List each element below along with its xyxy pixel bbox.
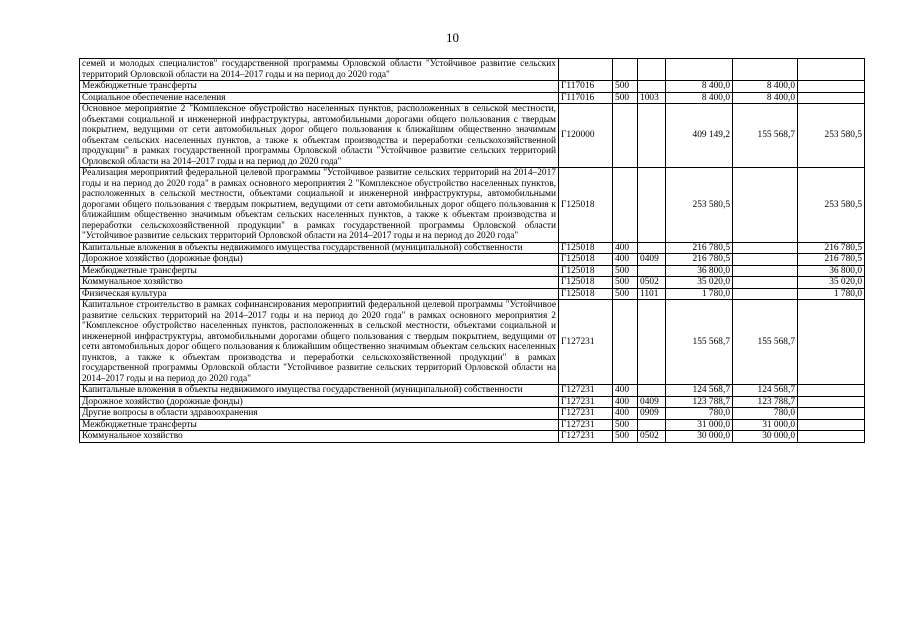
row-name-cell: Межбюджетные трансферты [80,265,559,277]
table-row [80,431,865,443]
row-col1-cell: 780,0 [733,408,798,420]
row-rz-cell [638,419,666,431]
row-col1-cell: 8 400,0 [733,81,798,93]
row-total-cell: 253 580,5 [666,168,733,243]
row-col2-cell [798,59,865,81]
row-col2-cell [798,385,865,397]
row-total-cell: 8 400,0 [666,92,733,104]
row-col2-cell: 1 780,0 [798,288,865,300]
row-code-cell: Г127231 [559,408,613,420]
row-vr-cell: 400 [613,254,638,266]
row-rz-cell: 0409 [638,396,666,408]
row-col2-cell [798,408,865,420]
row-name-cell: Межбюджетные трансферты [80,419,559,431]
row-name-cell: Реализация мероприятий федеральной целевой программы "Устойчивое развитие сельских территорий на 2014–2017 годы и на период до 2020 года" в рамках основного мероприятия 2 "Комплексное обустройство населенных пунктов, расположенных в сельской местности, объектами социальной и инженерной инфраструктуры, автомобильными дорогами общего пользования с твердым покрытием, ведущими от сети автомобильных дорог общего пользования к ближайшим общественно значимым объектам сельских населенных пунктов, а также к объектам производства и переработки сельскохозяйственной продукции" в рамках государственной программы Орловской области "Устойчивое развитие сельских территорий Орловской области на 2014–2017 годы и на период до 2020 года" [80,168,559,243]
row-total-cell: 30 000,0 [666,431,733,443]
row-vr-cell: 400 [613,242,638,254]
row-rz-cell [638,385,666,397]
row-total-cell: 8 400,0 [666,81,733,93]
row-rz-cell [638,300,666,385]
row-col2-cell [798,81,865,93]
row-col2-cell: 253 580,5 [798,168,865,243]
row-name-cell: Дорожное хозяйство (дорожные фонды) [80,254,559,266]
row-name-cell: Физическая культура [80,288,559,300]
row-col1-cell: 8 400,0 [733,92,798,104]
row-col2-cell [798,431,865,443]
row-col1-cell [733,288,798,300]
row-name-cell: Основное мероприятие 2 "Комплексное обустройство населенных пунктов, расположенных в сельской местности, объектами социальной и инженерной инфраструктуры, автомобильными дорогами общего пользования с твердым покрытием, ведущими от сети автомобильных дорог общего пользования к ближайшим общественно значимым объектам сельских населенных пунктов, а также к объектам производства и переработки сельскохозяйственной продукции" в рамках государственной программы Орловской области "Устойчивое развитие сельских территорий Орловской области на 2014–2017 годы и на период до 2020 года" [80,104,559,168]
row-vr-cell [613,59,638,81]
row-total-cell: 35 020,0 [666,277,733,289]
row-name-cell: Коммунальное хозяйство [80,277,559,289]
row-name-cell: Капитальные вложения в объекты недвижимого имущества государственной (муниципальной) собственности [80,242,559,254]
row-name-cell: Капитальные вложения в объекты недвижимого имущества государственной (муниципальной) собственности [80,385,559,397]
row-total-cell: 124 568,7 [666,385,733,397]
row-col1-cell [733,59,798,81]
row-code-cell: Г127231 [559,300,613,385]
row-vr-cell: 500 [613,288,638,300]
row-rz-cell: 0409 [638,254,666,266]
row-col1-cell [733,168,798,243]
row-total-cell: 780,0 [666,408,733,420]
row-total-cell: 216 780,5 [666,242,733,254]
row-rz-cell [638,59,666,81]
row-vr-cell: 500 [613,81,638,93]
row-name-cell: Межбюджетные трансферты [80,81,559,93]
row-name-cell: Социальное обеспечение населения [80,92,559,104]
table-row [80,168,865,243]
row-vr-cell: 500 [613,431,638,443]
row-code-cell: Г125018 [559,254,613,266]
row-col2-cell: 216 780,5 [798,254,865,266]
row-vr-cell [613,104,638,168]
row-vr-cell: 500 [613,92,638,104]
table-row [80,419,865,431]
row-vr-cell: 500 [613,277,638,289]
row-col2-cell: 253 580,5 [798,104,865,168]
row-vr-cell: 400 [613,385,638,397]
row-rz-cell: 0502 [638,431,666,443]
row-code-cell: Г127231 [559,385,613,397]
row-col1-cell [733,265,798,277]
row-col2-cell: 35 020,0 [798,277,865,289]
row-total-cell: 36 800,0 [666,265,733,277]
row-name-cell: семей и молодых специалистов" государственной программы Орловской области "Устойчивое развитие сельских территорий Орловской области на 2014–2017 годы и на период до 2020 года" [80,59,559,81]
row-col1-cell [733,242,798,254]
row-total-cell: 216 780,5 [666,254,733,266]
row-total-cell: 409 149,2 [666,104,733,168]
row-vr-cell [613,300,638,385]
row-total-cell [666,59,733,81]
row-col2-cell [798,396,865,408]
row-code-cell: Г127231 [559,419,613,431]
table-row [80,104,865,168]
row-col1-cell: 124 568,7 [733,385,798,397]
page-number: 10 [446,30,459,45]
table-row [80,92,865,104]
table-row [80,385,865,397]
table-row [80,242,865,254]
row-rz-cell [638,104,666,168]
table-row [80,265,865,277]
row-vr-cell: 400 [613,396,638,408]
table-row [80,408,865,420]
row-code-cell: Г127231 [559,396,613,408]
row-rz-cell: 0502 [638,277,666,289]
row-total-cell: 155 568,7 [666,300,733,385]
row-code-cell: Г117016 [559,81,613,93]
row-col2-cell: 216 780,5 [798,242,865,254]
row-total-cell: 31 000,0 [666,419,733,431]
row-rz-cell [638,242,666,254]
table-row [80,300,865,385]
row-total-cell: 1 780,0 [666,288,733,300]
table-row [80,288,865,300]
row-code-cell: Г127231 [559,431,613,443]
row-col1-cell: 123 788,7 [733,396,798,408]
row-col1-cell: 31 000,0 [733,419,798,431]
budget-table-body [80,59,865,443]
row-rz-cell: 1003 [638,92,666,104]
row-col2-cell [798,419,865,431]
row-col1-cell: 30 000,0 [733,431,798,443]
row-rz-cell [638,81,666,93]
row-vr-cell: 500 [613,265,638,277]
row-col2-cell [798,300,865,385]
row-name-cell: Коммунальное хозяйство [80,431,559,443]
row-rz-cell: 0909 [638,408,666,420]
row-rz-cell [638,168,666,243]
row-col1-cell: 155 568,7 [733,104,798,168]
row-code-cell: Г125018 [559,288,613,300]
row-name-cell: Другие вопросы в области здравоохранения [80,408,559,420]
row-code-cell: Г125018 [559,242,613,254]
table-row [80,254,865,266]
budget-table [79,58,865,443]
row-code-cell: Г125018 [559,265,613,277]
row-code-cell: Г117016 [559,92,613,104]
row-name-cell: Дорожное хозяйство (дорожные фонды) [80,396,559,408]
row-vr-cell [613,168,638,243]
table-row [80,81,865,93]
row-col2-cell [798,92,865,104]
row-code-cell: Г125018 [559,277,613,289]
row-code-cell: Г120000 [559,104,613,168]
row-vr-cell: 500 [613,419,638,431]
row-name-cell: Капитальное строительство в рамках софинансирования мероприятий федеральной целевой программы "Устойчивое развитие сельских территорий на 2014–2017 годы и на период до 2020 года" в рамках основного мероприятия 2 "Комплексное обустройство населенных пунктов, расположенных в сельской местности, объектами социальной и инженерной инфраструктуры, автомобильными дорогами общего пользования с твердым покрытием, ведущими от сети автомобильных дорог общего пользования к ближайшим общественно значимым объектам сельских населенных пунктов, а также к объектам производства и переработки сельскохозяйственной продукции" в рамках государственной программы Орловской области "Устойчивое развитие сельских территорий Орловской области на 2014–2017 годы и на период до 2020 года" [80,300,559,385]
row-vr-cell: 400 [613,408,638,420]
row-code-cell: Г125018 [559,168,613,243]
row-total-cell: 123 788,7 [666,396,733,408]
table-row [80,277,865,289]
row-col2-cell: 36 800,0 [798,265,865,277]
row-col1-cell: 155 568,7 [733,300,798,385]
table-row [80,59,865,81]
row-rz-cell: 1101 [638,288,666,300]
row-col1-cell [733,277,798,289]
row-rz-cell [638,265,666,277]
row-code-cell [559,59,613,81]
row-col1-cell [733,254,798,266]
table-row [80,396,865,408]
